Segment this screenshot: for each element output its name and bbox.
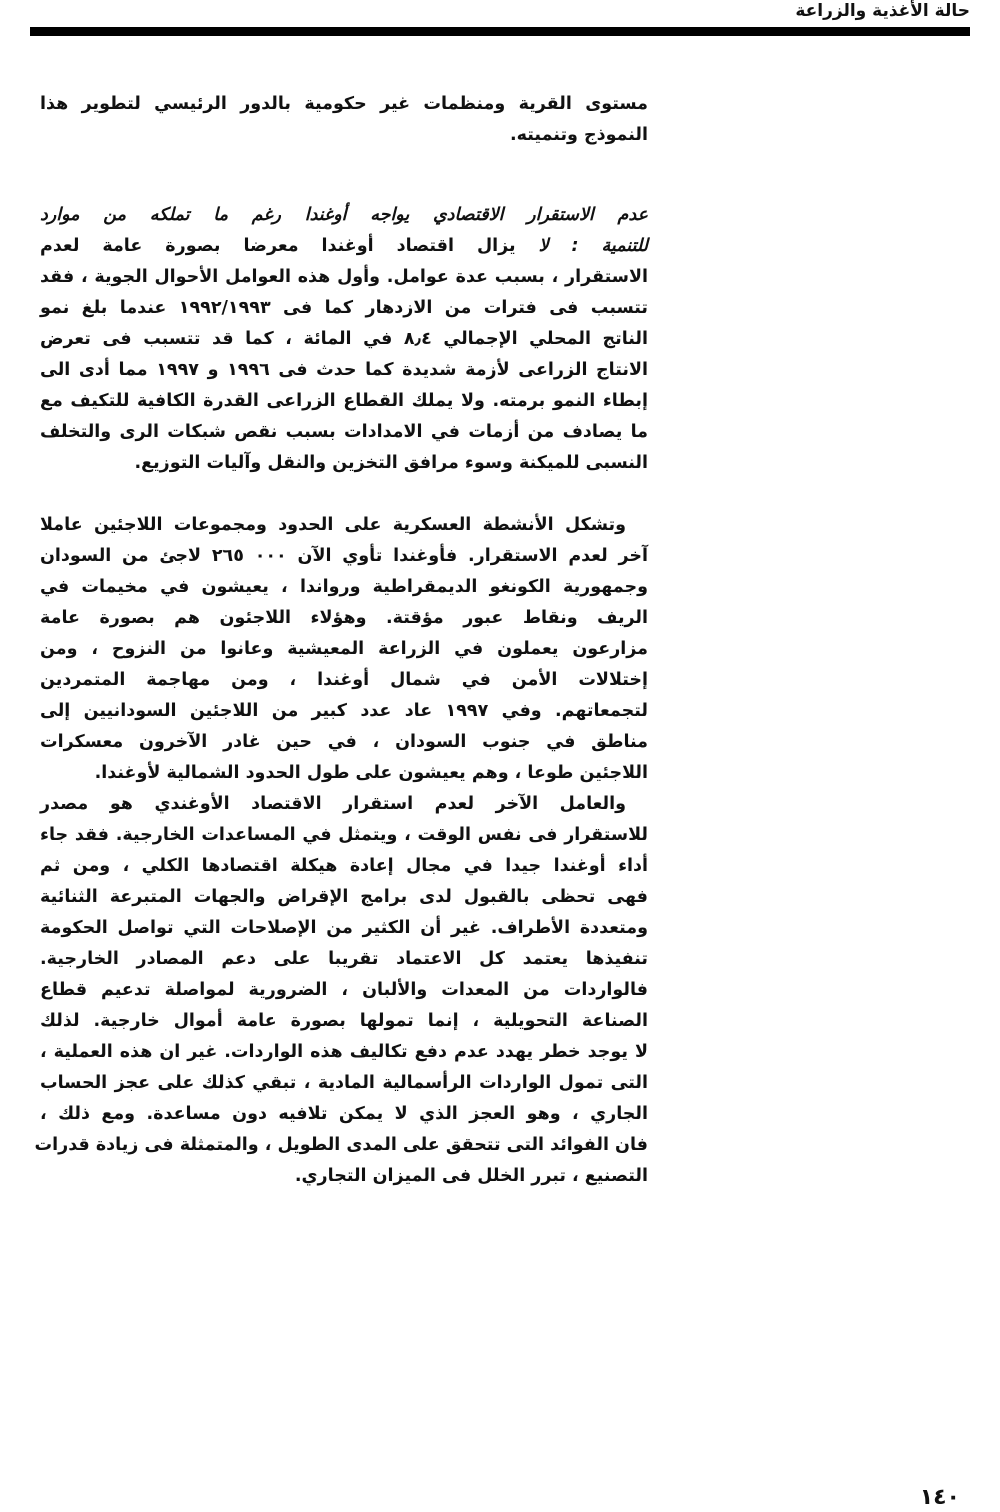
paragraph-3 [40,510,648,789]
paragraph-1 [40,89,648,151]
running-header-title: حالة الأغذية والزراعة [795,1,970,21]
text-line: وتشكل الأنشطة العسكرية على الحدود ومجموعات اللاجئين عاملا [40,515,626,535]
text-line: النسبى للميكنة وسوء مرافق التخزين والنقل وآليات التوزيع. [134,453,648,473]
text-line: الناتج المحلي الإجمالي ٨٫٤ في المائة ، كما قد تتسبب فى تعرض [40,329,649,349]
text-line: تتسبب فى فترات من الازدهار كما فى ١٩٩٢/١٩٩٣ عندما بلغ نمو [40,298,648,318]
text-span: يزال اقتصاد أوغندا معرضا بصورة عامة لعدم [40,236,539,256]
text-line: التصنيع ، تبرر الخلل فى الميزان التجاري. [294,1166,648,1186]
text-line: تنفيذها يعتمد كل الاعتماد تقريبا على دعم المصادر الخارجية. [40,949,648,969]
text-line: لا يوجد خطر يهدد عدم دفع تكاليف هذه الواردات. غير ان هذه العملية ، [40,1042,648,1062]
text-line: اللاجئين طوعا ، وهم يعيشون على طول الحدود الشمالية لأوغندا. [94,763,648,783]
text-line: الصناعة التحويلية ، إنما تمولها بصورة عامة أموال خارجية. لذلك [40,1011,648,1031]
text-line: والعامل الآخر لعدم استقرار الاقتصاد الأوغندي هو مصدر [40,794,626,814]
text-line: مزارعون يعملون في الزراعة المعيشية وعانوا من النزوح ، ومن [40,639,648,659]
text-line: أداء أوغندا جيدا في مجال إعادة هيكلة اقتصادها الكلي ، ومن ثم [40,856,648,876]
text-line: إختلالات الأمن في شمال أوغندا ، ومن مهاجمة المتمردين [40,670,648,690]
text-line: مستوى القرية ومنظمات غير حكومية بالدور الرئيسي لتطوير هذا [40,94,648,114]
text-line: وجمهورية الكونغو الديمقراطية ورواندا ، يعيشون في مخيمات في [40,577,648,597]
text-line: إبطاء النمو برمته. ولا يملك القطاع الزراعى القدرة الكافية للتكيف مع [40,391,648,411]
text-line: مناطق في جنوب السودان ، في حين غادر الآخرون معسكرات [40,732,648,752]
page-number: ١٤٠ [919,1485,960,1510]
paragraph-2 [40,200,648,479]
text-line: الاستقرار ، بسبب عدة عوامل. وأول هذه العوامل الأحوال الجوية ، فقد [40,267,648,287]
text-line: لتجمعاتهم. وفي ١٩٩٧ عاد عدد كبير من اللاجئين السودانيين إلى [40,701,648,721]
text-line: آخر لعدم الاستقرار. فأوغندا تأوي الآن ٠٠٠ ٢٦٥ لاجئ من السودان [40,546,648,566]
text-line: النموذج وتنميته. [510,125,648,145]
text-line: الريف ونقاط عبور مؤقتة. وهؤلاء اللاجئون هم بصورة عامة [40,608,648,628]
text-line: الجاري ، وهو العجز الذي لا يمكن تلافيه دون مساعدة. ومع ذلك ، [40,1104,648,1124]
section-heading: عدم الاستقرار الاقتصادي يواجه أوغندا رغم ما تملكه من موارد [40,205,648,225]
header-rule [30,27,970,36]
text-line: التى تمول الواردات الرأسمالية المادية ، تبقي كذلك على عجز الحساب [40,1073,648,1093]
text-line: للاستقرار فى نفس الوقت ، ويتمثل في المساعدات الخارجية. فقد جاء [40,825,648,845]
text-line: ومتعددة الأطراف. غير أن الكثير من الإصلاحات التي تواصل الحكومة [40,918,648,938]
text-line: فهى تحظى بالقبول لدى برامج الإقراض والجهات المتبرعة الثنائية [40,887,648,907]
section-heading-cont: للتنمية : لا [538,236,648,256]
text-line: فالواردات من المعدات والألبان ، الضرورية لمواصلة تدعيم قطاع [40,980,648,1000]
text-line: فان الفوائد التى تتحقق على المدى الطويل ، والمتمثلة فى زيادة قدرات [34,1135,648,1155]
text-line: ما يصادف من أزمات في الامدادات بسبب نقص شبكات الرى والتخلف [40,422,648,442]
text-line: الانتاج الزراعى لأزمة شديدة كما حدث فى ١٩٩٦ و ١٩٩٧ مما أدى الى [40,360,648,380]
text-line [40,231,648,262]
paragraph-4 [34,789,648,1192]
